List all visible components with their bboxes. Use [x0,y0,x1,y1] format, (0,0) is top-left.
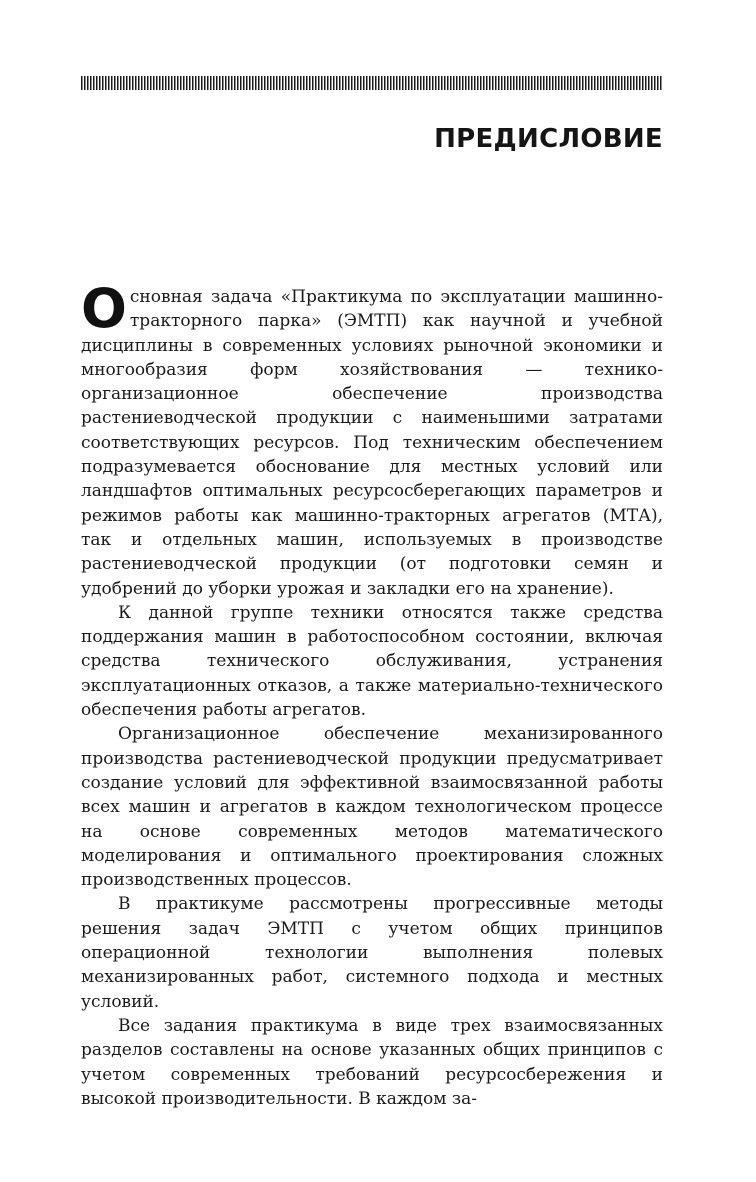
paragraph-1: Основная задача «Практикума по эксплуатации машинно-тракторного парка» (ЭМТП) как научной и учебной дисциплины в современных условиях рыночной экономики и многообразия форм хозяйствования — технико-организационное обеспечение производства растениеводческой продукции с наименьшими затратами соответствующих ресурсов. Под техническим обеспечением подразумевается обоснование для местных условий или ландшафтов оптимальных ресурсосберегающих параметров и режимов работы как машинно-тракторных агрегатов (МТА), так и отдельных машин, используемых в производстве растениеводческой продукции (от подготовки семян и удобрений до уборки урожая и закладки его на хранение). [81,277,663,599]
paragraph-3: Организационное обеспечение механизированного производства растениеводческой продукции предусматривает создание условий для эффективной взаимосвязанной работы всех машин и агрегатов в каждом технологическом процессе на основе современных методов математического моделирования и оптимального проектирования сложных производственных процессов. [81,724,663,891]
paragraph-4: В практикуме рассмотрены прогрессивные методы решения задач ЭМТП с учетом общих принципов операционной технологии выполнения полевых механизированных работ, системного подхода и местных условий. [81,894,663,1012]
paragraph-5: Все задания практикума в виде трех взаимосвязанных разделов составлены на основе указанных общих принципов с учетом современных требований ресурсосбережения и высокой производительности. В каждом за- [81,1015,663,1109]
decorative-rule-band [81,76,663,90]
body-text [81,277,663,1111]
page-heading: ПРЕДИСЛОВИЕ [434,124,663,154]
paragraph-2: К данной группе техники относятся также средства поддержания машин в работоспособном состоянии, включая средства технического обслуживания, устранения эксплуатационных отказов, а также материально-технического обеспечения работы агрегатов. [81,602,663,721]
